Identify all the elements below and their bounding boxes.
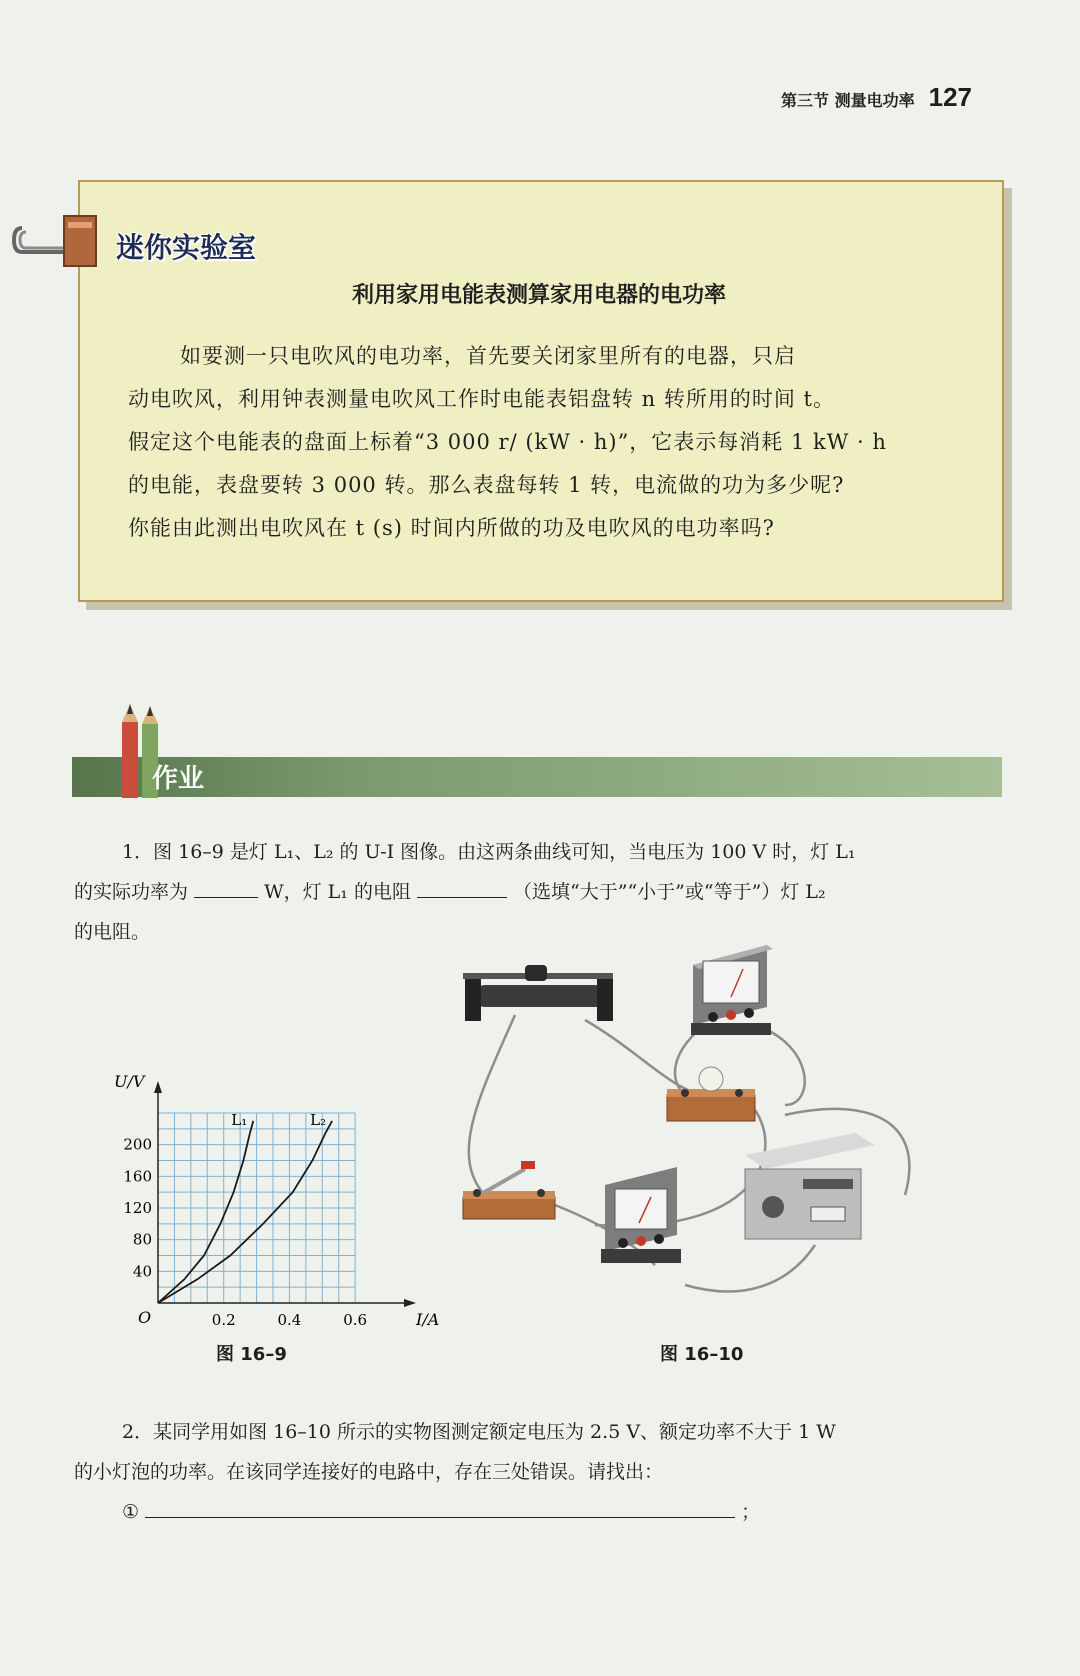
question-2 bbox=[74, 1412, 836, 1532]
question-1-text-b: W，灯 L₁ 的电阻 bbox=[264, 881, 411, 903]
curve-1 bbox=[158, 1121, 253, 1303]
ui-graph bbox=[110, 1072, 440, 1340]
voltmeter-icon bbox=[691, 945, 773, 1035]
lab-line: 你能由此测出电吹风在 t (s) 时间内所做的功及电吹风的电功率吗? bbox=[128, 516, 775, 540]
figure-16-9-caption: 图 16–9 bbox=[216, 1344, 287, 1365]
lamp-board-icon bbox=[667, 1067, 755, 1121]
answer-blank-power[interactable] bbox=[194, 896, 258, 898]
y-tick-label: 80 bbox=[132, 1230, 152, 1249]
y-tick-label: 200 bbox=[123, 1135, 152, 1154]
homework-title: 作业 bbox=[152, 764, 205, 794]
y-tick-label: 160 bbox=[123, 1167, 152, 1186]
figure-16-10-caption: 图 16–10 bbox=[660, 1344, 744, 1365]
rheostat-icon bbox=[463, 965, 613, 1021]
curve-label-2: L₂ bbox=[310, 1110, 327, 1129]
y-axis-label: U/V bbox=[114, 1072, 145, 1091]
answer-blank-resistance[interactable] bbox=[417, 896, 507, 898]
y-tick-label: 40 bbox=[132, 1262, 152, 1281]
question-2-line-2: 的小灯泡的功率。在该同学连接好的电路中，存在三处错误。请找出： bbox=[74, 1461, 664, 1483]
question-1-line-1: 1．图 16–9 是灯 L₁、L₂ 的 U-I 图像。由这两条曲线可知，当电压为 100 V 时，灯 L₁ bbox=[122, 841, 856, 863]
y-axis-arrow bbox=[154, 1081, 162, 1093]
question-2-item-1 bbox=[74, 1492, 836, 1532]
question-1-line-2 bbox=[74, 872, 856, 912]
page-header bbox=[781, 82, 972, 113]
lab-title: 利用家用电能表测算家用电器的电功率 bbox=[351, 283, 726, 308]
lab-line: 的电能，表盘要转 3 000 转。那么表盘每转 1 转，电流做的功为多少呢? bbox=[128, 473, 845, 497]
knife-switch-icon bbox=[463, 1161, 555, 1219]
wire bbox=[755, 1025, 805, 1105]
item-1-end: ； bbox=[741, 1501, 761, 1523]
circuit-apparatus-illustration bbox=[455, 945, 955, 1325]
lab-line: 动电吹风，利用钟表测量电吹风工作时电能表铝盘转 n 转所用的时间 t。 bbox=[128, 387, 835, 411]
x-axis-label: I/A bbox=[416, 1310, 440, 1329]
ammeter-icon bbox=[601, 1167, 681, 1263]
x-tick-label: 0.6 bbox=[343, 1311, 368, 1329]
graph-ticks bbox=[123, 1136, 367, 1329]
lab-line: 如要测一只电吹风的电功率，首先要关闭家里所有的电器，只启 bbox=[180, 344, 796, 368]
lab-body bbox=[128, 335, 968, 550]
question-1-text-a: 的实际功率为 bbox=[74, 881, 189, 903]
question-2-line-1: 2．某同学用如图 16–10 所示的实物图测定额定电压为 2.5 V、额定功率不大于 1 W bbox=[122, 1421, 836, 1443]
x-tick-label: 0.2 bbox=[211, 1311, 236, 1329]
graph-axes bbox=[154, 1081, 416, 1307]
question-1-line-3: 的电阻。 bbox=[74, 921, 151, 943]
curve-label-1: L₁ bbox=[231, 1110, 248, 1129]
question-1 bbox=[74, 832, 856, 952]
wire bbox=[685, 1245, 815, 1291]
lab-line: 假定这个电能表的盘面上标着“3 000 r/ (kW · h)”，它表示每消耗 1 kW · h bbox=[128, 430, 887, 454]
answer-blank-error-1[interactable] bbox=[145, 1516, 735, 1518]
page-number: 127 bbox=[928, 82, 972, 112]
lab-badge: 迷你实验室 bbox=[116, 231, 257, 264]
y-tick-label: 120 bbox=[123, 1199, 152, 1217]
origin-label: O bbox=[138, 1308, 152, 1327]
x-tick-label: 0.4 bbox=[277, 1311, 302, 1329]
question-1-text-c: （选填“大于”“小于”或“等于”）灯 L₂ bbox=[513, 881, 826, 903]
x-axis-arrow bbox=[404, 1299, 416, 1307]
section-label: 第三节 测量电功率 bbox=[781, 91, 915, 110]
item-1-marker: ① bbox=[122, 1501, 140, 1523]
binder-clip-icon bbox=[12, 210, 98, 270]
homework-bar bbox=[72, 757, 1002, 797]
